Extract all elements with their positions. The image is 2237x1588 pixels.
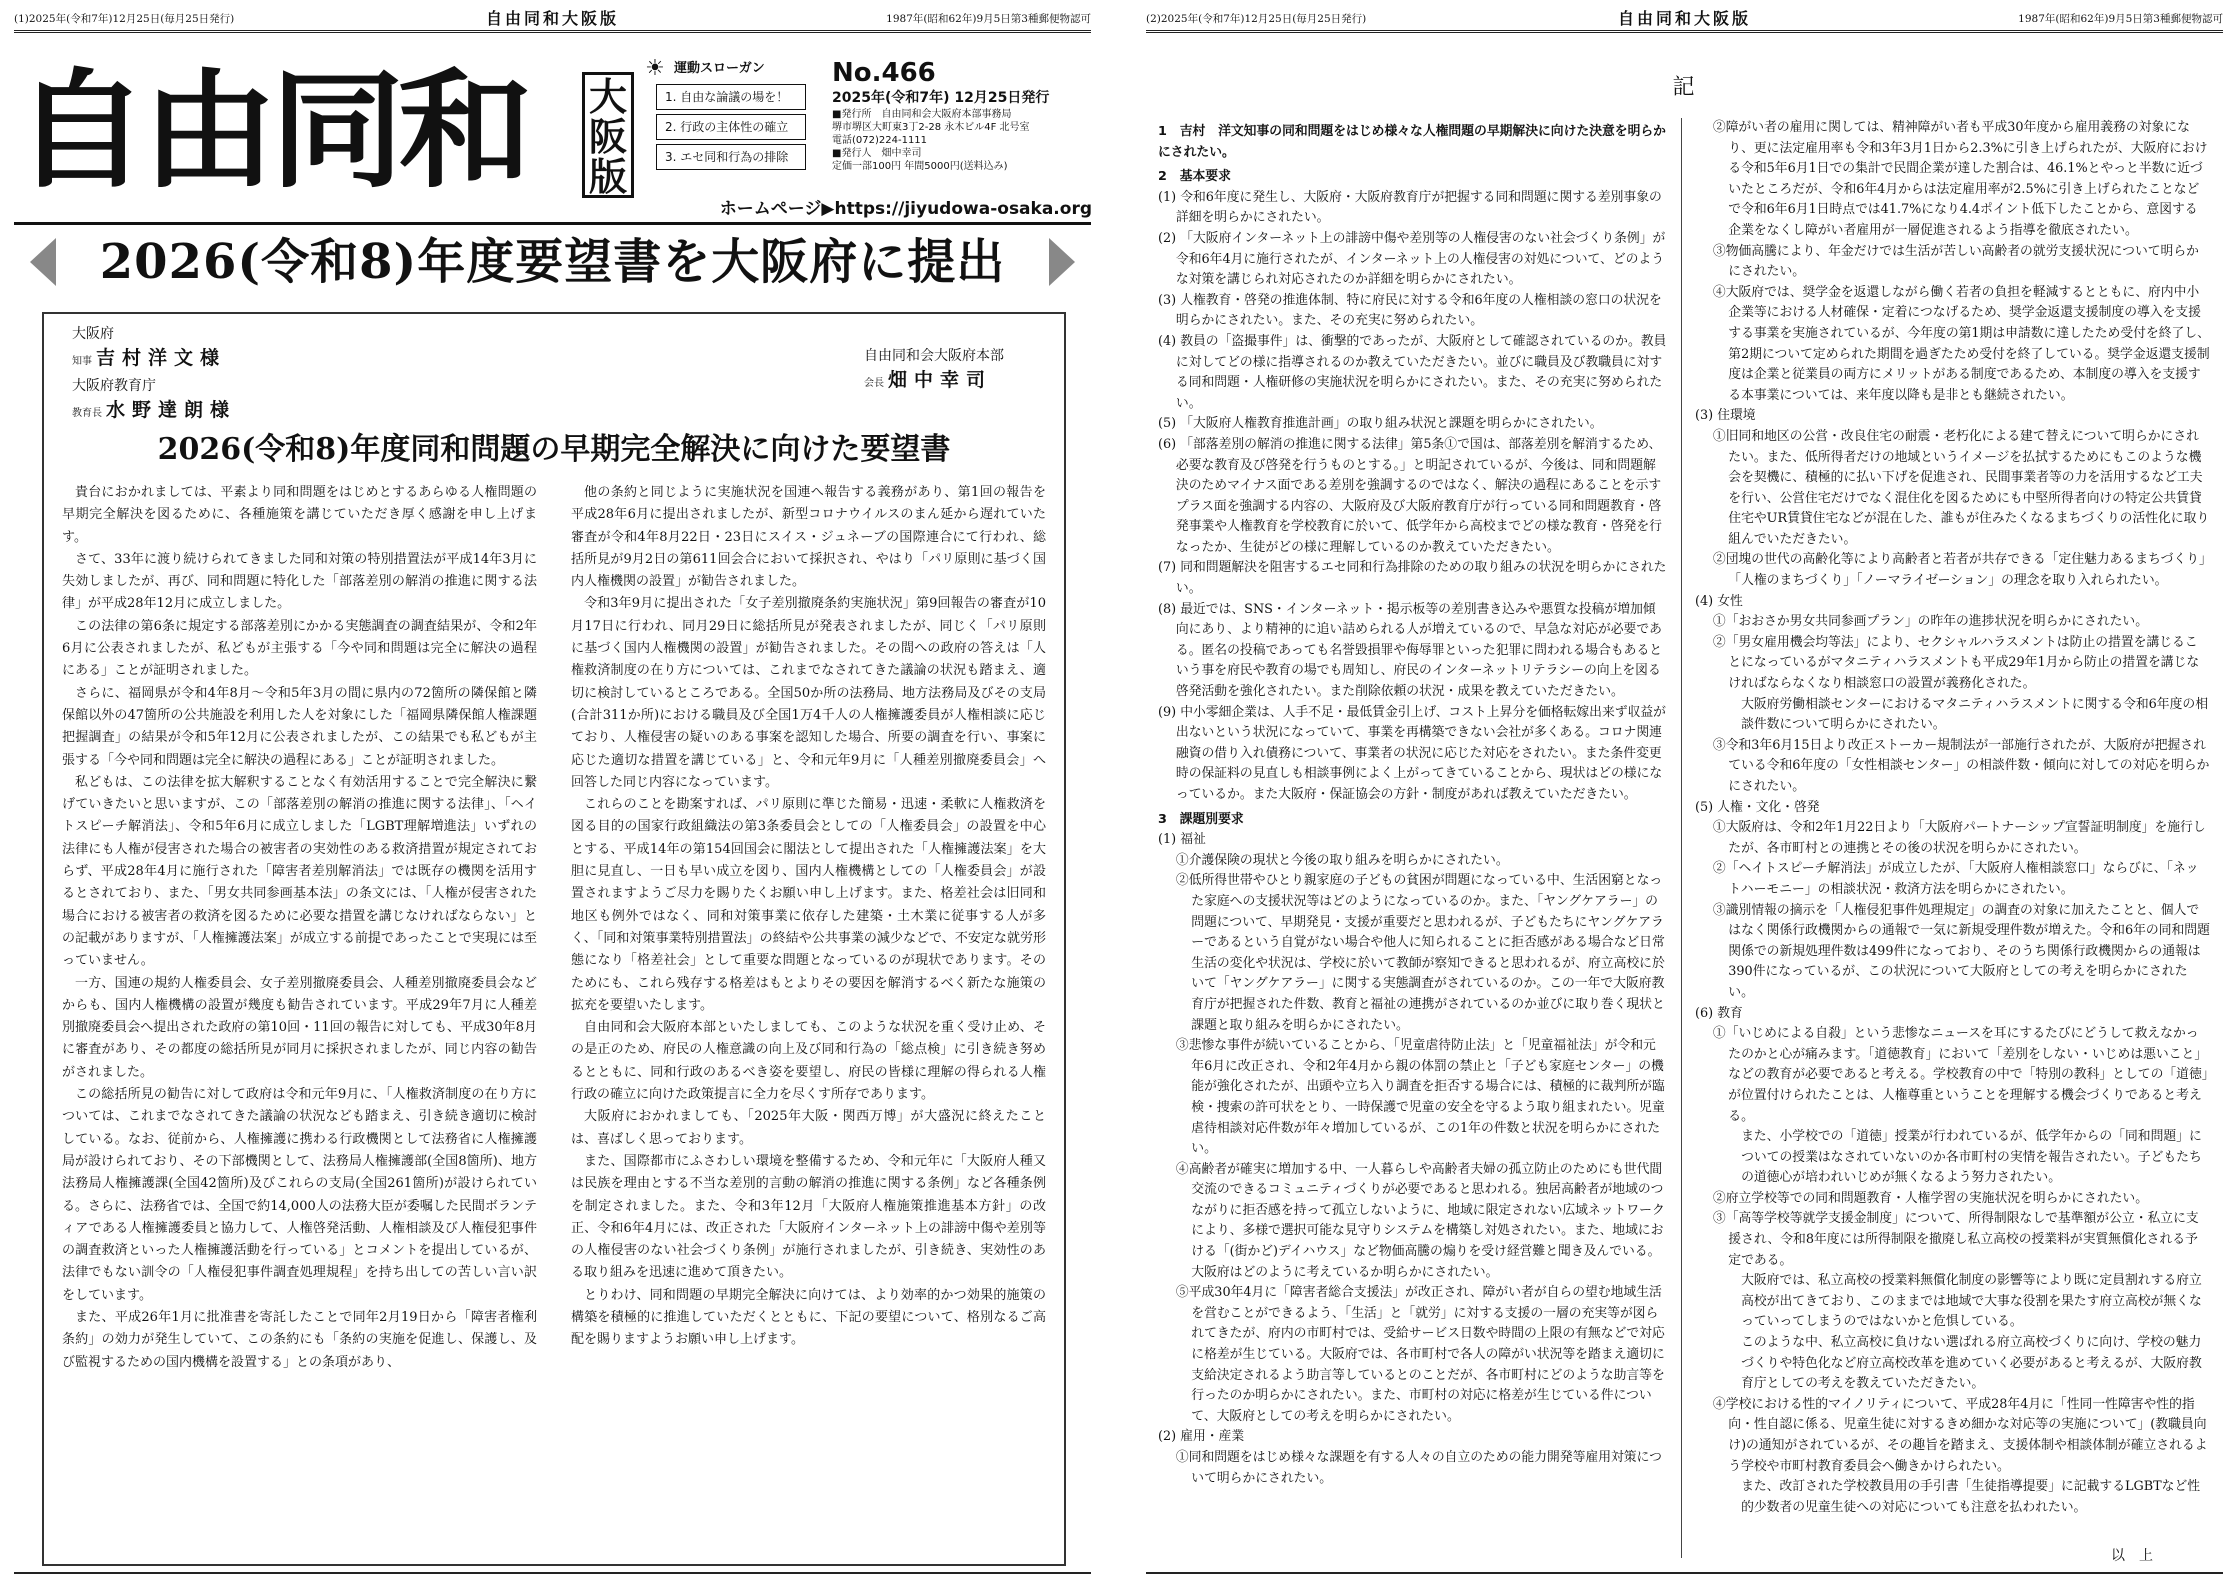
issue-info: [832, 58, 1092, 173]
back-page: [1132, 0, 2237, 1588]
sun-icon: ☀: [645, 56, 665, 81]
body-column-left: [62, 482, 537, 1374]
paragraph: さて、33年に渡り続けられてきました同和対策の特別措置法が平成14年3月に失効しましたが、再び、同和問題に特化した「部落差別の解消の推進に関する法律」が平成28年12月に成立しました。: [62, 551, 537, 612]
request-item: ②低所得世帯やひとり親家庭の子どもの貧困が問題になっている中、生活困窮となった家庭への支援状況等はどのようになっているのか。また、「ヤングケアラー」の問題について、早期発見・支援が重要だと思われるが、子どもたちにヤングケアラーであるという自覚がない場合や他人に知られることに拒否感がある場合など日常生活の変化や状況は、学校に於いて教師が察知できると思われるが、府立高校に於いて「ヤングケアラー」に関する実態調査がされているのか。この一年で大阪府教育庁が把握された件数、教育と福祉の連携がされているのか並びに取り巻く現状と課題と取り組みを明らかにされたい。: [1175, 873, 1665, 1033]
recipient-block: [72, 322, 236, 426]
homepage-link[interactable]: ホームページ▶https://jiyudowa-osaka.org: [719, 199, 1092, 219]
request-item: (4) 教員の「盗撮事件」は、衝撃的であったが、大阪府として確認されているのか。教員に対してどの様に指導されるのか教えていただきたい。並びに職員及び教職員に対する同和問題・人権研修の実施状況を明らかにされたい。また、その充実に努められたい。: [1158, 333, 1667, 411]
edition-badge: 大阪版: [582, 72, 634, 198]
request-item: (8) 最近では、SNS・インターネット・掲示板等の差別書き込みや悪質な投稿が増加傾向にあり、より精神的に追い詰められる人が増えているので、早急な対応が必要である。匿名の投稿であっても名誉毀損罪や侮辱罪といった犯罪に問われる場合もあるという事を府民や教育の場でも周知し、府民のインターネットリテラシーの向上を図る啓発活動を強化されたい。また削除依頼の状況・成果を教えていただきたい。: [1158, 601, 1663, 700]
paragraph: さらに、福岡県が令和4年8月～令和5年3月の間に県内の72箇所の隣保館と隣保館以外の47箇所の公共施設を利用した人を対象にした「福岡県隣保館人権課題把握調査」の結果が令和5年12月に公表されましたが、この結果でも私どもが主張する「今や同和問題は完全に解決の過程にある」ことが証明されました。: [62, 685, 537, 768]
request-item: (6) 教育: [1695, 1005, 1743, 1021]
request-item: ③悲惨な事件が続いていることから、「児童虐待防止法」と「児童福祉法」が令和元年6月に改正され、令和2年4月から親の体罰の禁止と「子ども家庭センター」の機能が強化されたが、出頭や立ち入り調査を拒否する場合には、積極的に裁判所が臨検・捜索の許可状をとり、一時保護で児童の安全を守るよう取り組まれたい。児童虐待相談対応件数が年々増加しているが、この1年の件数と状況を明らかにされたい。: [1175, 1038, 1665, 1157]
publisher-line: ■発行所 自由同和会大阪府本部事務局: [832, 109, 1012, 120]
request-item: ③令和3年6月15日より改正ストーカー規制法が一部施行されたが、大阪府が把握されている令和6年度の「女性相談センター」の相談件数・傾向に対しての対応を明らかにされたい。: [1712, 737, 2210, 794]
page-header: [14, 8, 1091, 33]
request-heading: 2 基本要求: [1158, 169, 1231, 185]
arrow-right-icon: [1049, 238, 1075, 286]
request-item: ②府立学校等での同和問題教育・人権学習の実施状況を明らかにされたい。: [1712, 1190, 2148, 1206]
slogan-item: 1. 自由な論議の場を！: [656, 84, 806, 110]
request-item: ①同和問題をはじめ様々な課題を有する人々の自立のための能力開発等雇用対策について明らかにされたい。: [1175, 1450, 1662, 1486]
request-item: (3) 人権教育・啓発の推進体制、特に府民に対する令和6年度の人権相談の窓口の状況を明らかにされたい。また、その充実に努められたい。: [1158, 292, 1662, 329]
request-item: (5) 人権・文化・啓発: [1695, 799, 1820, 815]
header-permit: 1987年(昭和62年)9月5日第3種郵便物認可: [886, 13, 1091, 25]
slogan-box: [642, 58, 820, 188]
recipient-org: 大阪府教育庁: [72, 378, 156, 394]
divider: [1146, 1572, 2223, 1574]
page-header: [1146, 8, 2223, 33]
paragraph: この総括所見の勧告に対して政府は令和元年9月に、「人権救済制度の在り方については、これまでなされてきた議論の状況なども踏まえ、引き続き適切に検討している。なお、従前から、人権擁護に携わる行政機関として法務省に人権擁護局が設けられており、その下部機関として、法務局人権擁護部(全国8箇所)、地方法務局人権擁護課(全国42箇所)及びこれらの支局(全国261箇所)が設けられている。さらに、法務省では、全国で約14,000人の法務大臣が委嘱した民間ボランティアである人権擁護委員と協力して、人権啓発活動、人権相談及び人権侵犯事件の調査救済といった人権擁護活動を行っている」とコメントを提出しているが、法律でもない訓令の「人権侵犯事件調査処理規程」を持ち出しての苦しい言い訳をしています。: [62, 1087, 537, 1303]
request-item: (5) 「大阪府人権教育推進計画」の取り組み状況と課題を明らかにされたい。: [1158, 416, 1603, 432]
request-item: (3) 住環境: [1695, 408, 1756, 424]
request-item: ②「男女雇用機会均等法」により、セクシャルハラスメントは防止の措置を講じることになっているがマタニティハラスメントも平成29年1月から防止の措置を講じなければならなくなり相談窓口の設置が義務化された。: [1712, 634, 2200, 692]
request-item: ③識別情報の摘示を「人権侵犯事件処理規定」の調査の対象に加えたことと、個人ではなく関係行政機関からの通報で一気に新規受理件数が増えた。令和6年の同和問題関係での新規処理件数は499件になっており、そのうち関係行政機関からの通報は390件になっているが、この状況について大阪府としての考えを明らかにされたい。: [1712, 902, 2210, 1000]
request-item: 大阪府労働相談センターにおけるマタニティハラスメントに関する令和6年度の相談件数について明らかにされたい。: [1741, 696, 2208, 733]
sender-name: 畑中幸司: [888, 369, 993, 391]
request-item: (4) 女性: [1695, 593, 1743, 609]
request-item: ①旧同和地区の公営・改良住宅の耐震・老朽化による建て替えについて明らかにされたい。また、低所得者だけの地域というイメージを払拭するためにもこのような機会を契機に、積極的に払い下げを促進され、民間事業者等の力を活用するなど工夫を行い、公営住宅だけでなく混住化を図るためにも中堅所得者向けの特定公共賃貸住宅やUR賃貸住宅などが混在した、誰もが住みたくなるまちづくりの活性化に取り組んでいただきたい。: [1712, 428, 2210, 547]
letter-box: [42, 312, 1066, 1566]
paragraph: とりわけ、同和問題の早期完全解決に向けては、より効率的かつ効果的施策の構築を積極的に推進していただくとともに、下記の要望について、格別なるご高配を賜りますようお願い申し上げます。: [571, 1287, 1046, 1348]
request-item: ②団塊の世代の高齢化等により高齢者と若者が共存できる「定住魅力あるまちづくり」「人権のまちづくり」「ノーマライゼーション」の理念を取り入れられたい。: [1712, 552, 2206, 589]
divider: [14, 1572, 1091, 1574]
request-item: ①大阪府は、令和2年1月22日より「大阪府パートナーシップ宣誓証明制度」を施行したが、各市町村との連携とその後の状況を明らかにされたい。: [1712, 820, 2206, 856]
request-item: ②「ヘイトスピーチ解消法」が成立したが、「大阪府人権相談窓口」ならびに、「ネットハーモニー」の相談状況・救済方法を明らかにされたい。: [1712, 861, 2199, 897]
paragraph: 他の条約と同じように実施状況を国連へ報告する義務があり、第1回の報告を平成28年6月に提出されましたが、新型コロナウイルスのまん延から遅れていた審査が令和4年8月22日・23日にスイス・ジュネーブの国際連合にて行われ、総括所見が9月2日の第611回会合において採択され、やはり「パリ原則に基づく国内人権機関の設置」が勧告されました。: [571, 485, 1046, 590]
publisher-line: 電話(072)224-1111: [832, 135, 928, 146]
requests-column-left: [1158, 118, 1668, 1489]
request-item: (1) 令和6年度に発生し、大阪府・大阪府教育庁が把握する同和問題に関する差別事象の詳細を明らかにされたい。: [1158, 189, 1662, 226]
slogan-title: 運動スローガン: [674, 61, 765, 76]
sender-org: 自由同和会大阪府本部: [864, 348, 1004, 364]
request-item: ①「いじめによる自殺」という悲惨なニュースを耳にするたびにどうして救えなかったのかと心が痛みます。「道徳教育」において「差別をしない・いじめは悪いこと」などの教育が必要であると考える。学校教育の中で「特別の教科」としての「道徳」が位置付けられたことは、人権尊重ということを理解する機会づくりであると考える。: [1712, 1026, 2209, 1124]
masthead-logo: 自由同和: [14, 56, 527, 206]
header-date: (2)2025年(令和7年)12月25日(毎月25日発行): [1146, 13, 1367, 25]
request-item: (7) 同和問題解決を阻害するエセ同和行為排除のための取り組みの状況を明らかにされたい。: [1158, 560, 1667, 597]
arrow-left-icon: [30, 238, 56, 286]
paragraph: 大阪府におかれましても、「2025年大阪・関西万博」が大盛況に終えたことは、喜ばしく思っております。: [571, 1109, 1046, 1147]
body-column-right: [571, 482, 1046, 1352]
column-divider: [1681, 118, 1682, 1558]
request-item: このような中、私立高校に負けない選ばれる府立高校づくりに向け、学校の魅力づくりや特色化など府立高校改革を進めていく必要があると考えるが、大阪府教育庁としての考えを教えていただきたい。: [1741, 1335, 2202, 1392]
header-paper-name: 自由同和大阪版: [1617, 9, 1751, 28]
request-item: また、小学校での「道徳」授業が行われているが、低学年からの「同和問題」についての授業はなされていないのか各市町村の実情を報告されたい。子どもたちの道徳心が培われいじめが無くなるよう努力されたい。: [1741, 1129, 2202, 1186]
recipient-org: 大阪府: [72, 326, 114, 342]
recipient-role: 教育長: [72, 408, 102, 419]
requests-column-right: [1695, 118, 2210, 1518]
slogan-item: 2. 行政の主体性の確立: [656, 114, 806, 140]
recipient-name: 水野達朗様: [106, 399, 237, 421]
publisher-line: 定価一部100円 年間5000円(送料込み): [832, 161, 1008, 172]
request-item: また、改訂された学校教員用の手引書「生徒指導提要」に記載するLGBTなど性的少数者の児童生徒への対応についても注意を払われたい。: [1741, 1479, 2201, 1515]
request-item: ④学校における性的マイノリティについて、平成28年4月に「性同一性障害や性的指向・性自認に係る、児童生徒に対するきめ細かな対応等の実施について」(教職員向け)の通知がされているが、その趣旨を踏まえ、支援体制や相談体制が確立されるよう学校や市町村教育委員会へ働きかけられたい。: [1712, 1396, 2208, 1474]
request-item: 大阪府では、私立高校の授業料無償化制度の影響等により既に定員割れする府立高校が出てきており、このままでは地域で大事な役割を果たす府立高校が無くなっていってしまうのではないかと危惧している。: [1741, 1273, 2202, 1330]
request-heading: 3 課題別要求: [1158, 811, 1244, 827]
recipient-role: 知事: [72, 356, 92, 367]
front-page: [0, 0, 1105, 1588]
issue-number: No.466: [832, 58, 936, 88]
paragraph: この法律の第6条に規定する部落差別にかかる実態調査の調査結果が、令和2年6月に公表されましたが、私どもが主張する「今や同和問題は完全に解決の過程にある」ことが証明されました。: [62, 618, 537, 679]
section-marker: 記: [1672, 75, 1697, 100]
request-item: ⑤平成30年4月に「障害者総合支援法」が改正され、障がい者が自らの望む地域生活を営むことができるよう、「生活」と「就労」に対する支援の一層の充実等が図られてきたが、府内の市町村では、受給サービス日数や時間の上限の有無などで対応に格差が生じている。大阪府では、各市町村で各人の障がい状況等を踏まえ適切に支給決定されるよう助言等しているとのことだが、各市町村にどのような助言等を行ったのか明らかにされたい。また、市町村の対応に格差が生じている件について、大阪府としての考えを明らかにされたい。: [1175, 1285, 1665, 1424]
headline-text: 2026(令和8)年度要望書を大阪府に提出: [99, 234, 1006, 290]
paragraph: 令和3年9月に提出された「女子差別撤廃条約実施状況」第9回報告の審査が10月17日に行われ、同月29日に総括所見が発表されましたが、同じく「パリ原則に基づく国内人権機関の設置」が勧告されました。その間への政府の答えは「人権救済制度の在り方については、これまでなされてきた議論の状況も踏まえ、適切に検討しているところである。全国50か所の法務局、地方法務局及びその支局(合計311か所)における職員及び全国1万4千人の人権擁護委員が人権相談に応じており、人権侵害の疑いのある事案を認知した場合、所要の調査を行い、事案に応じた適切な措置を講じている」と、令和元年9月に「人種差別撤廃委員会」へ回答した同じ内容になっています。: [571, 596, 1046, 790]
request-item: ④高齢者が確実に増加する中、一人暮らしや高齢者夫婦の孤立防止のためにも世代間交流のできるコミュニティづくりが必要であると思われる。独居高齢者が地域のつながりに拒否感を持って孤立しないように、地域に限定されない広域ネットワークにより、多様で選択可能な見守りシステムを構築し対処されたい。また、地域における「(街かど)デイハウス」など物価高騰の煽りを受け経営難と聞き及んでいる。大阪府はどのように考えているか明らかにされたい。: [1175, 1161, 1665, 1280]
request-item: ①「おおさか男女共同参画プラン」の昨年の進捗状況を明らかにされたい。: [1712, 614, 2148, 630]
sender-block: [864, 344, 1004, 396]
paragraph: 私どもは、この法律を拡大解釈することなく有効活用することで完全解決に繋げていきたいと思いますが、この「部落差別の解消の推進に関する法律」、「ヘイトスピーチ解消法」、令和5年6月に成立しました「LGBT理解増進法」いずれの法律にも人権が侵害された場合の被害者の実効性のある救済措置が規定されておらず、平成28年4月に施行された「障害者差別解消法」では既存の機関を活用するとされており、また、「男女共同参画基本法」の条文には、「人権が侵害された場合における被害者の救済を図るために必要な措置を講じなければならない」との記載がありますが、「人権擁護法案」が成立する前提であったことで実現には至っていません。: [62, 774, 537, 969]
slogan-item: 3. エセ同和行為の排除: [656, 144, 806, 170]
request-item: (6) 「部落差別の解消の推進に関する法律」第5条①で国は、部落差別を解消するため、必要な教育及び啓発を行うものとする。」と明記されているが、今後は、同和問題解決のためマイナス面である差別を強調するのではなく、解決の過程にあることを示すプラス面を強調する内容の、大阪府及び大阪府教育庁が行っている同和問題教育・啓発事業や人権教育を学校教育に於いて、低学年から高校までどの様な教育・啓発を行なったか、生徒がどの様に理解しているのか教えていただきたい。: [1158, 436, 1662, 555]
divider: [14, 222, 1091, 225]
paragraph: 一方、国連の規約人権委員会、女子差別撤廃委員会、人種差別撤廃委員会などからも、国内人権機構の設置が幾度も勧告されています。平成29年7月に人種差別撤廃委員会へ提出された政府の第10回・11回の報告に対しても、平成30年8月に審査があり、その都度の総括所見が同月に採択されましたが、同じ内容の勧告がされました。: [62, 975, 537, 1080]
header-permit: 1987年(昭和62年)9月5日第3種郵便物認可: [2018, 13, 2223, 25]
main-headline: [30, 232, 1075, 292]
paragraph: これらのことを勘案すれば、パリ原則に準じた簡易・迅速・柔軟に人権救済を図る目的の国家行政組織法の第3条委員会としての「人権委員会」の設置を中心とする、平成14年の第154回国会に閣法として提出された「人権擁護法案」を大胆に見直し、一日も早い成立を図り、国内人権機構としての「人権委員会」が設置されますようご尽力を賜りたくお願い申し上げます。また、格差社会は旧同和地区も例外ではなく、同和対策事業に依存した建築・土木業に従事する人が多く、「同和対策事業特別措置法」の終結や公共事業の減少などで、不安定な就労形態になり「格差社会」として重要な問題となっているのが現状であります。そのためにも、これら残存する格差はもとよりその要因を解消するべく新たな施策の拡充を要望いたします。: [571, 797, 1046, 1013]
paragraph: 貴台におかれましては、平素より同和問題をはじめとするあらゆる人権問題の早期完全解決を図るために、各種施策を講じていただき厚く感謝を申し上げます。: [62, 485, 537, 545]
paragraph: また、国際都市にふさわしい環境を整備するため、令和元年に「大阪府人種又は民族を理由とする不当な差別的言動の解消の推進に関する条例」など各種条例を制定されました。また、令和3年12月「大阪府人権施策推進基本方針」の改正、令和6年4月には、改正された「大阪府インターネット上の誹謗中傷や差別等の人権侵害のない社会づくり条例」が施行されましたが、引き続き、実効性のある取り組みを迅速に進めて頂きたい。: [571, 1153, 1046, 1281]
paragraph: 自由同和会大阪府本部といたしましても、このような状況を重く受け止め、その是正のため、府民の人権意識の向上及び同和行為の「総点検」に引き続き努めるとともに、同和行政のあるべき姿を要望し、府民の皆様に理解の得られる人権行政の確立に向けた政策提言に全力を尽くす所存であります。: [571, 1020, 1046, 1103]
request-item: ④大阪府では、奨学金を返還しながら働く若者の負担を軽減するとともに、府内中小企業等における人材確保・定着につなげるため、奨学金返還支援制度の導入を支援する事業を実施されているが、今年度の第1期は申請数に達したため受付を終了し、第2期について定められた期間を過ぎたため受付を終了している。奨学金返還支援制度は企業と従業員の両方にメリットがある制度であるため、本制度の導入を支援する本事業については、来年度以降も是非とも継続されたい。: [1712, 284, 2210, 403]
request-item: ③「高等学校等就学支援金制度」について、所得制限なしで基準額が公立・私立に支援され、令和8年度には所得制限を撤廃し私立高校の授業料が実質無償化される予定である。: [1712, 1211, 2199, 1268]
request-item: ②障がい者の雇用に関しては、精神障がい者も平成30年度から雇用義務の対象になり、更に法定雇用率も令和3年3月1日から2.3%に引き上げられたが、大阪府における令和5年6月1日での集計で民間企業が達した割合は、46.1%とやっと半数に近づいたところだが、令和6年4月からは法定雇用率が2.5%に引き上げられたことなどで令和6年6月1日時点では41.7%になり4.4ポイント低下したことから、意図する企業をなくし障がい者雇用が一層促進されるよう指導を徹底されたい。: [1712, 120, 2208, 238]
paragraph: また、平成26年1月に批准書を寄託したことで同年2月19日から「障害者権利条約」の効力が発生していて、この条約にも「条約の実施を促進し、保護し、及び監視するための国内機構を設置する」との条項があり、: [62, 1309, 537, 1370]
publisher-line: ■発行人 畑中幸司: [832, 148, 922, 159]
header-date: (1)2025年(令和7年)12月25日(毎月25日発行): [14, 13, 235, 25]
request-item: (9) 中小零細企業は、人手不足・最低賃金引上げ、コスト上昇分を価格転嫁出来ず収益が出ないという状況になっていて、事業を再構築できない会社が多くある。コロナ関連融資の借り入れ債務について、事業者の状況に応じた対応をされたい。また条件変更時の保証料の見直しも相談事例によく上がってきていることから、現状はどの様になっているか。また大阪府・保証協会の方針・制度があれば教えていただきたい。: [1158, 704, 1666, 802]
request-item: ①介護保険の現状と今後の取り組みを明らかにされたい。: [1175, 852, 1509, 868]
request-item: (2) 「大阪府インターネット上の誹謗中傷や差別等の人権侵害のない社会づくり条例」が令和6年4月に施行されたが、インターネット上の人権侵害の対処について、どのような対策を講じられ対応されたのか詳細を明らかにされたい。: [1158, 230, 1666, 288]
letter-title: 2026(令和8)年度同和問題の早期完全解決に向けた要望書: [157, 432, 951, 467]
sender-role: 会長: [864, 378, 884, 389]
request-heading: 1 吉村 洋文知事の同和問題をはじめ様々な人権問題の早期解決に向けた決意を明らかにされたい。: [1158, 124, 1666, 160]
recipient-name: 吉村洋文様: [96, 347, 227, 369]
issue-date: 2025年(令和7年) 12月25日発行: [832, 90, 1050, 106]
publisher-line: 堺市堺区大町東3丁2-28 永木ビル4F 北号室: [832, 122, 1030, 133]
request-item: (2) 雇用・産業: [1158, 1429, 1245, 1445]
closing-mark: 以上: [2111, 1548, 2167, 1564]
header-paper-name: 自由同和大阪版: [485, 9, 619, 28]
request-item: ③物価高騰により、年金だけでは生活が苦しい高齢者の就労支援状況について明らかにされたい。: [1712, 243, 2199, 280]
request-item: (1) 福祉: [1158, 832, 1206, 848]
